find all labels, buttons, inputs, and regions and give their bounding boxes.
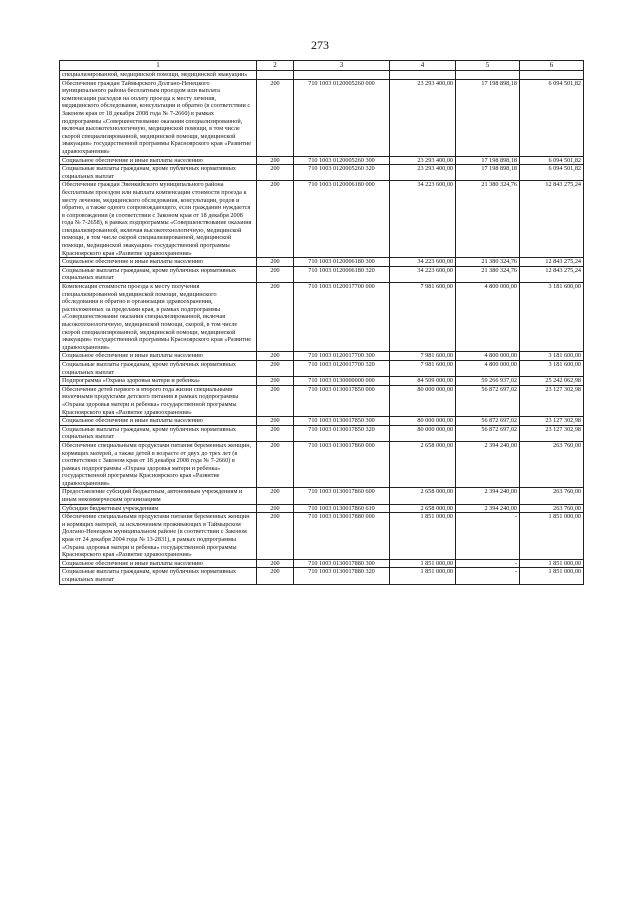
table-row: [60, 488, 584, 504]
row-name-cell: Обеспечение специальными продуктами питания беременных женщин, кормящих матерей, а также детей в возрасте от двух до трех лет (в соответствии с Законом края от 18 декабря 2008 года № 7-2660) в рамках подпрограммы «Охрана здоровья матери и ребенка» государственной программы Красноярского края «Развитие здравоохранения»: [60, 441, 257, 488]
row-name-cell: Обеспечение специальными продуктами питания беременных женщин и кормящих матерей, за исключением проживающих в Таймырском Долгано-Ненецком муниципальном районе (в соответствии с Законом края от 24 декабря 2004 года № 13-2831), в рамках подпрограммы «Охрана здоровья матери и ребенка» государственной программы Красноярского края «Развитие здравоохранения»: [60, 513, 257, 560]
row-code-cell: 710 1003 0120006180 320: [294, 266, 390, 282]
row-name-cell: Социальное обеспечение и иные выплаты населению: [60, 559, 257, 568]
row-plan-amount: 23 293 400,00: [390, 165, 456, 181]
row-code-cell: 710 1003 0130017850 320: [294, 425, 390, 441]
row-name-cell: Обеспечение граждан Таймырского Долгано-Ненецкого муниципального района бесплатным проездом или выплата компенсации расходов на оплату проезда к месту лечения, медицинского обследования, консультации и обратно (в соответствии с Законом края от 18 декабря 2008 года № 7-2660) в рамках подпрограммы «Совершенствование оказания специализированной, включая высокотехнологичную, медицинской помощи, в том числе скорой специализированной, медицинской помощи, медицинской эвакуации» государственной программы Красноярского края «Развитие здравоохранения»: [60, 79, 257, 156]
row-rest-amount: 1 851 000,00: [520, 513, 584, 560]
table-row: [60, 559, 584, 568]
row-ved-cell: 200: [257, 425, 294, 441]
row-rest-amount: 6 094 501,82: [520, 156, 584, 165]
table-row: [60, 377, 584, 386]
row-fact-amount: 4 800 000,00: [456, 283, 520, 352]
row-fact-amount: 59 266 937,02: [456, 377, 520, 386]
row-ved-cell: 200: [257, 559, 294, 568]
table-row: [60, 441, 584, 488]
row-name-cell: Социальные выплаты гражданам, кроме публичных нормативных социальных выплат: [60, 165, 257, 181]
row-fact-amount: 21 380 324,76: [456, 258, 520, 267]
row-name-cell: Субсидии бюджетным учреждениям: [60, 504, 257, 513]
row-plan-amount: 23 293 400,00: [390, 79, 456, 156]
row-plan-amount: 23 293 400,00: [390, 156, 456, 165]
row-ved-cell: 200: [257, 266, 294, 282]
row-code-cell: 710 1003 0120017700 320: [294, 360, 390, 376]
row-code-cell: 710 1003 0120017700 000: [294, 283, 390, 352]
row-fact-amount: 21 380 324,76: [456, 266, 520, 282]
row-ved-cell: [257, 71, 294, 80]
header-cell: 4: [390, 61, 456, 71]
row-code-cell: 710 1003 0120005260 320: [294, 165, 390, 181]
row-ved-cell: 200: [257, 377, 294, 386]
row-rest-amount: 263 760,00: [520, 488, 584, 504]
row-rest-amount: 3 181 600,00: [520, 283, 584, 352]
row-plan-amount: 2 658 000,00: [390, 504, 456, 513]
row-rest-amount: 6 094 501,82: [520, 79, 584, 156]
row-name-cell: Социальные выплаты гражданам, кроме публичных нормативных социальных выплат: [60, 266, 257, 282]
table-row: [60, 417, 584, 426]
row-rest-amount: 23 127 302,98: [520, 385, 584, 416]
row-rest-amount: 23 127 302,98: [520, 425, 584, 441]
row-ved-cell: 200: [257, 385, 294, 416]
row-code-cell: 710 1003 0130017850 000: [294, 385, 390, 416]
table-row: [60, 258, 584, 267]
row-fact-amount: 4 800 000,00: [456, 360, 520, 376]
row-code-cell: 710 1003 0130017860 610: [294, 504, 390, 513]
row-name-cell: Социальные выплаты гражданам, кроме публичных нормативных социальных выплат: [60, 425, 257, 441]
row-ved-cell: 200: [257, 360, 294, 376]
row-ved-cell: 200: [257, 441, 294, 488]
table-header-row: [60, 61, 584, 71]
row-plan-amount: 2 658 000,00: [390, 441, 456, 488]
row-code-cell: 710 1003 0120005260 000: [294, 79, 390, 156]
row-name-cell: Социальное обеспечение и иные выплаты населению: [60, 417, 257, 426]
table-row: [60, 425, 584, 441]
row-code-cell: [294, 71, 390, 80]
table-row: [60, 385, 584, 416]
row-name-cell: Компенсация стоимости проезда к месту получения специализированной медицинской помощи, медицинского обследования и обратно в организации здравоохранения, расположенных за пределами края, в рамках подпрограммы «Совершенствование оказания специализированной, включая высокотехнологичную, медицинской помощи, скорой, в том числе скорой специализированной, медицинской помощи, медицинской эвакуации» государственной программы Красноярского края «Развитие здравоохранения»: [60, 283, 257, 352]
header-cell: 5: [456, 61, 520, 71]
row-rest-amount: 263 760,00: [520, 441, 584, 488]
row-rest-amount: 1 851 000,00: [520, 568, 584, 584]
row-ved-cell: 200: [257, 417, 294, 426]
row-ved-cell: 200: [257, 258, 294, 267]
table-row: [60, 360, 584, 376]
row-plan-amount: 7 981 600,00: [390, 352, 456, 361]
row-fact-amount: [456, 71, 520, 80]
row-name-cell: Социальные выплаты гражданам, кроме публичных нормативных социальных выплат: [60, 568, 257, 584]
row-code-cell: 710 1003 0120006180 300: [294, 258, 390, 267]
table-row: [60, 165, 584, 181]
row-name-cell: специализированной, медицинской помощи, медицинской эвакуации»: [60, 71, 257, 80]
row-plan-amount: 80 000 000,00: [390, 425, 456, 441]
row-rest-amount: 3 181 600,00: [520, 360, 584, 376]
table-row: [60, 513, 584, 560]
row-code-cell: 710 1003 0130017860 000: [294, 441, 390, 488]
row-code-cell: 710 1003 0120005260 300: [294, 156, 390, 165]
row-name-cell: Предоставление субсидий бюджетным, автономным учреждениям и иным некоммерческим организациям: [60, 488, 257, 504]
budget-table: [59, 60, 584, 585]
row-fact-amount: 56 872 697,02: [456, 417, 520, 426]
row-code-cell: 710 1003 0120017700 300: [294, 352, 390, 361]
row-fact-amount: 56 872 697,02: [456, 425, 520, 441]
row-fact-amount: -: [456, 559, 520, 568]
table-row: [60, 71, 584, 80]
row-ved-cell: 200: [257, 513, 294, 560]
row-code-cell: 710 1003 0130017860 600: [294, 488, 390, 504]
row-name-cell: Обеспечение детей первого и второго года жизни специальными молочными продуктами детского питания в рамках подпрограммы «Охрана здоровья матери и ребенка» государственной программы Красноярского края «Развитие здравоохранения»: [60, 385, 257, 416]
row-fact-amount: 2 394 240,00: [456, 441, 520, 488]
page-number: 273: [311, 38, 329, 52]
row-fact-amount: -: [456, 568, 520, 584]
table-row: [60, 181, 584, 258]
row-ved-cell: 200: [257, 504, 294, 513]
row-plan-amount: 80 000 000,00: [390, 385, 456, 416]
row-name-cell: Обеспечение граждан Эвенкийского муниципального района бесплатным проездом или выплата компенсации стоимости проезда к месту лечения, медицинского обследования, консультации, родов и обратно, а также одного сопровождающего, если гражданин нуждается в сопровождении (в соответствии с Законом края от 18 декабря 2008 года № 7-2658), в рамках подпрограммы «Совершенствование оказания специализированной, включая высокотехнологичную, медицинской помощи, в том числе скорой специализированной, медицинской помощи, медицинской эвакуации» государственной программы Красноярского края «Развитие здравоохранения»: [60, 181, 257, 258]
row-rest-amount: 3 181 600,00: [520, 352, 584, 361]
row-ved-cell: 200: [257, 488, 294, 504]
row-ved-cell: 200: [257, 568, 294, 584]
row-plan-amount: 7 981 600,00: [390, 283, 456, 352]
row-ved-cell: 200: [257, 165, 294, 181]
row-ved-cell: 200: [257, 283, 294, 352]
row-rest-amount: 23 127 302,98: [520, 417, 584, 426]
row-ved-cell: 200: [257, 79, 294, 156]
row-plan-amount: 1 851 000,00: [390, 559, 456, 568]
table-row: [60, 156, 584, 165]
header-cell: 3: [294, 61, 390, 71]
row-fact-amount: 2 394 240,00: [456, 488, 520, 504]
table-row: [60, 352, 584, 361]
row-ved-cell: 200: [257, 181, 294, 258]
row-name-cell: Социальное обеспечение и иные выплаты населению: [60, 352, 257, 361]
row-name-cell: Социальные выплаты гражданам, кроме публичных нормативных социальных выплат: [60, 360, 257, 376]
row-plan-amount: 34 223 600,00: [390, 266, 456, 282]
row-rest-amount: 12 843 275,24: [520, 258, 584, 267]
row-plan-amount: 1 851 000,00: [390, 568, 456, 584]
row-rest-amount: 6 094 501,82: [520, 165, 584, 181]
table-row: [60, 568, 584, 584]
header-cell: 2: [257, 61, 294, 71]
row-fact-amount: 56 872 697,02: [456, 385, 520, 416]
row-fact-amount: 21 380 324,76: [456, 181, 520, 258]
row-rest-amount: 25 242 062,98: [520, 377, 584, 386]
row-plan-amount: 80 000 000,00: [390, 417, 456, 426]
row-plan-amount: 1 851 000,00: [390, 513, 456, 560]
row-code-cell: 710 1003 0130000000 000: [294, 377, 390, 386]
row-plan-amount: [390, 71, 456, 80]
row-fact-amount: 17 198 898,18: [456, 156, 520, 165]
row-plan-amount: 34 223 600,00: [390, 258, 456, 267]
row-fact-amount: -: [456, 513, 520, 560]
row-fact-amount: 17 198 898,18: [456, 165, 520, 181]
row-rest-amount: 12 843 275,24: [520, 181, 584, 258]
row-code-cell: 710 1003 0130017850 300: [294, 417, 390, 426]
row-fact-amount: 4 800 000,00: [456, 352, 520, 361]
table-row: [60, 504, 584, 513]
row-code-cell: 710 1003 0130017880 320: [294, 568, 390, 584]
table-row: [60, 283, 584, 352]
row-rest-amount: 1 851 000,00: [520, 559, 584, 568]
row-name-cell: Подпрограмма «Охрана здоровья матери и ребенка»: [60, 377, 257, 386]
row-fact-amount: 17 198 898,18: [456, 79, 520, 156]
row-name-cell: Социальное обеспечение и иные выплаты населению: [60, 258, 257, 267]
row-code-cell: 710 1003 0130017880 300: [294, 559, 390, 568]
row-plan-amount: 34 223 600,00: [390, 181, 456, 258]
header-cell: 1: [60, 61, 257, 71]
row-rest-amount: 12 843 275,24: [520, 266, 584, 282]
row-fact-amount: 2 394 240,00: [456, 504, 520, 513]
row-rest-amount: [520, 71, 584, 80]
row-code-cell: 710 1003 0130017880 000: [294, 513, 390, 560]
row-plan-amount: 2 658 000,00: [390, 488, 456, 504]
row-code-cell: 710 1003 0120006180 000: [294, 181, 390, 258]
row-ved-cell: 200: [257, 352, 294, 361]
table-row: [60, 266, 584, 282]
table-row: [60, 79, 584, 156]
row-name-cell: Социальное обеспечение и иные выплаты населению: [60, 156, 257, 165]
header-cell: 6: [520, 61, 584, 71]
row-rest-amount: 263 760,00: [520, 504, 584, 513]
row-plan-amount: 7 981 600,00: [390, 360, 456, 376]
row-plan-amount: 84 509 000,00: [390, 377, 456, 386]
row-ved-cell: 200: [257, 156, 294, 165]
